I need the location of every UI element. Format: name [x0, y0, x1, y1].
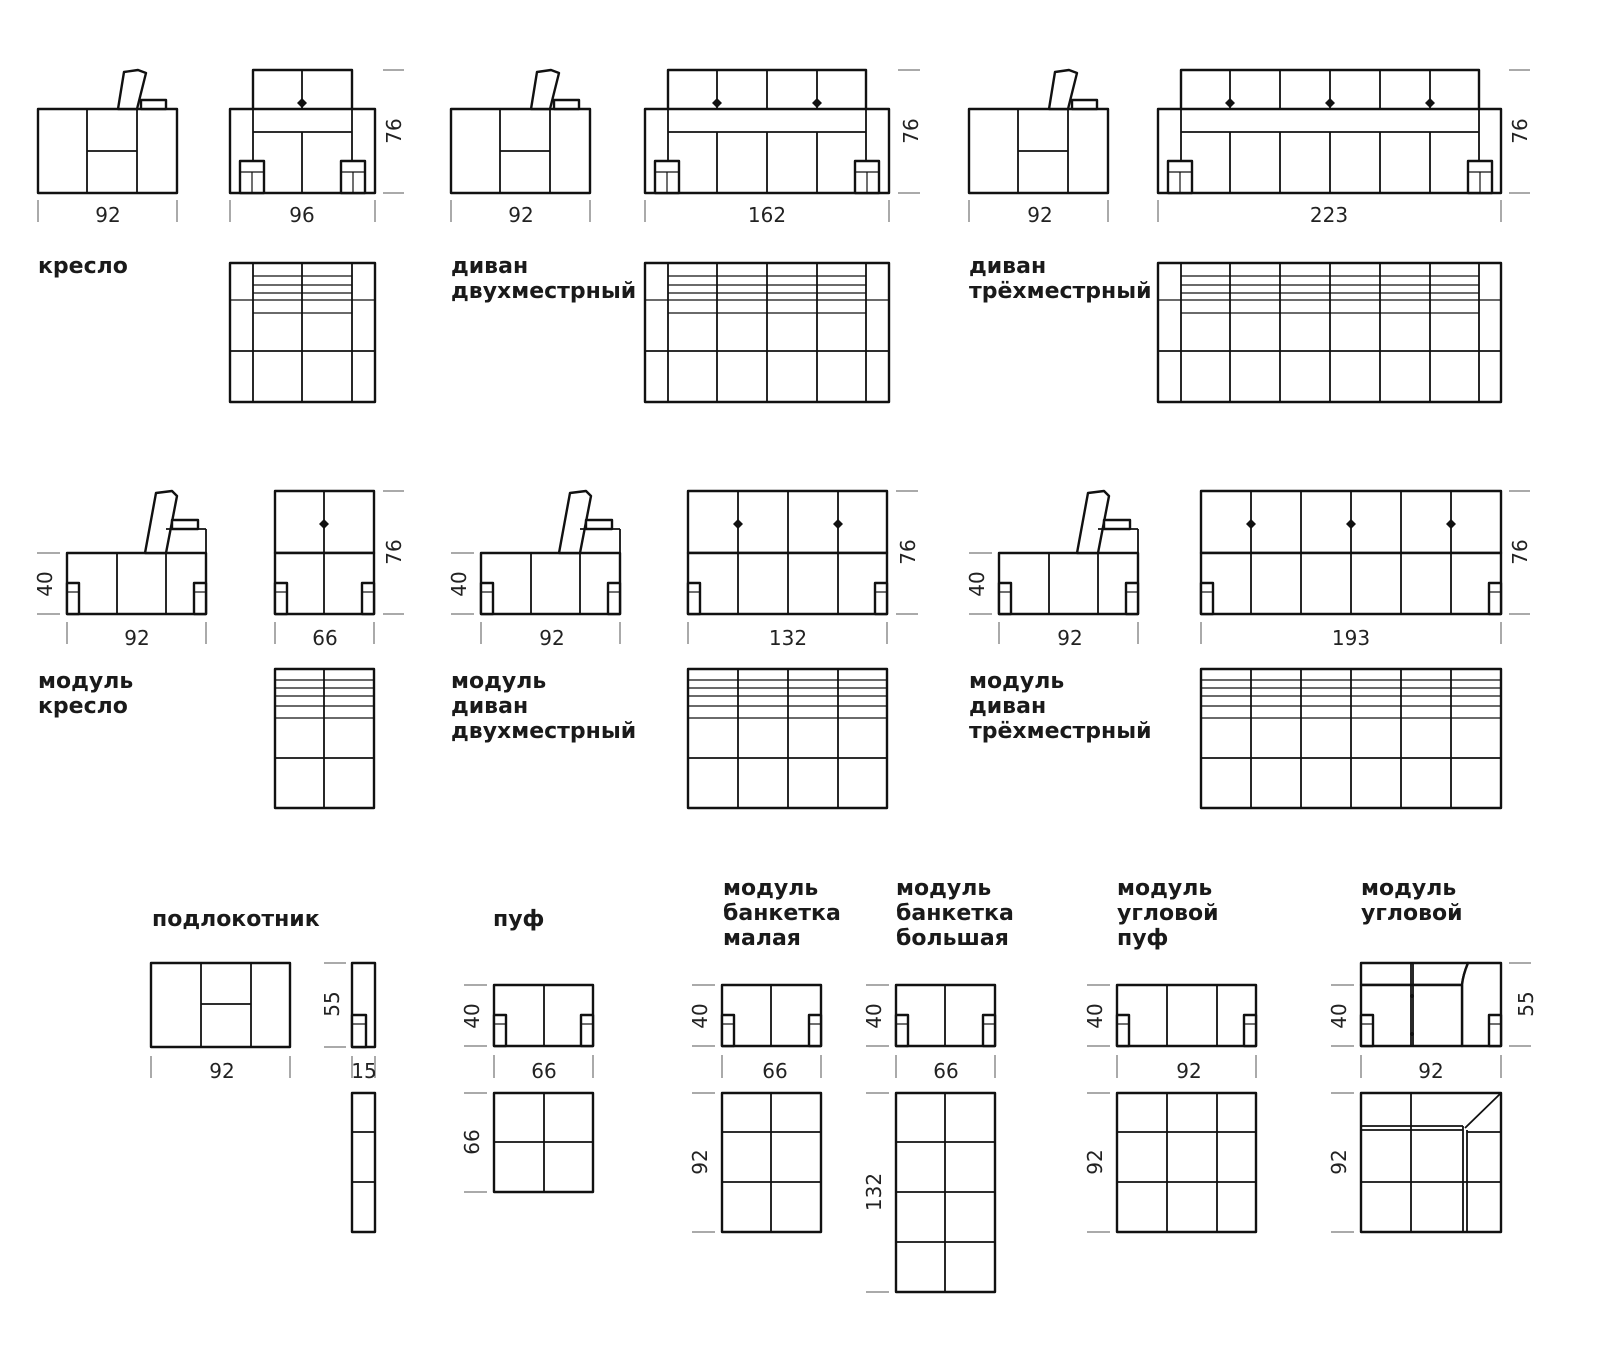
label-line: трёхместрный	[969, 719, 1152, 744]
sofa3-height-dimension	[1508, 70, 1532, 193]
sofa3-side-width-dimension	[969, 200, 1108, 227]
bench-small-front-view	[722, 985, 821, 1046]
label-line: двухместрный	[451, 719, 637, 744]
label-line: банкетка	[896, 901, 1014, 926]
module-armchair-side-view	[67, 491, 206, 614]
armchair-top-view	[230, 263, 375, 402]
armchair-front-width-dimension	[230, 200, 375, 227]
dimension-text: 66	[312, 626, 338, 650]
module-sofa2-front-width-dimension	[688, 622, 887, 650]
armrest-front-view	[352, 963, 375, 1047]
label-line: двухместрный	[451, 279, 637, 304]
module-sofa3-front-width-dimension	[1201, 622, 1501, 650]
dimension-text: 193	[1331, 626, 1371, 650]
dimension-text: 92	[124, 626, 150, 650]
module-sofa2-side-view	[481, 491, 620, 614]
label-line: модуль	[38, 669, 134, 694]
armrest-side-view	[151, 963, 290, 1047]
armchair-front-view	[230, 70, 375, 193]
label-line: модуль	[1361, 876, 1457, 901]
dimension-text: 132	[768, 626, 808, 650]
label-line: банкетка	[723, 901, 841, 926]
corner-pouf-front-view	[1117, 985, 1256, 1046]
dimension-text: 76	[382, 118, 406, 144]
dimension-text: 76	[1508, 118, 1532, 144]
dimension-text: 92	[1057, 626, 1083, 650]
bench-small-width-dimension	[722, 1055, 821, 1083]
label-line: модуль	[1117, 876, 1213, 901]
corner-top-view	[1361, 1093, 1501, 1232]
module-sofa2-height-dimension	[896, 491, 920, 614]
label-line: подлокотник	[152, 907, 320, 932]
armrest-height-dimension	[320, 963, 346, 1047]
pouf-depth-dimension	[460, 1093, 487, 1192]
dimension-text: 66	[531, 1059, 557, 1083]
module-sofa3-top-view	[1201, 669, 1501, 808]
corner-pouf-top-view	[1117, 1093, 1256, 1232]
dimension-text: 40	[1327, 1003, 1351, 1029]
dimension-text: 92	[1327, 1149, 1351, 1175]
pouf-top-view	[494, 1093, 593, 1192]
label-line: угловой	[1361, 901, 1463, 926]
sofa2-height-dimension	[898, 70, 923, 193]
sofa2-top-view	[645, 263, 889, 402]
module-sofa3-side-width-dimension	[999, 622, 1138, 650]
module-armchair-side-width-dimension	[67, 622, 206, 650]
armrest-width-dimension	[151, 1056, 290, 1083]
module-sofa3-side-view	[999, 491, 1138, 614]
label-line: пуф	[493, 907, 545, 932]
corner-width-dimension	[1361, 1055, 1501, 1083]
armrest-top-view	[352, 1093, 375, 1232]
module-armchair-seat-height-dimension	[33, 553, 60, 614]
label-line: кресло	[38, 694, 128, 719]
dimension-text: 92	[209, 1059, 235, 1083]
module-sofa3-seat-height-dimension	[965, 553, 992, 614]
dimension-text: 76	[899, 118, 923, 144]
corner-front-view	[1361, 963, 1501, 1046]
dimension-text: 40	[460, 1003, 484, 1029]
sofa2-front-width-dimension	[645, 200, 889, 227]
pouf-front-view	[494, 985, 593, 1046]
dimension-text: 92	[95, 203, 121, 227]
armchair-height-dimension	[382, 70, 406, 193]
corner-depth-dimension	[1327, 1093, 1354, 1232]
sofa2-side-width-dimension	[451, 200, 590, 227]
label-line: модуль	[969, 669, 1065, 694]
dimension-text: 55	[1514, 991, 1538, 1017]
bench-small-height-dimension	[688, 985, 715, 1046]
corner-pouf-depth-dimension	[1083, 1093, 1110, 1232]
bench-small-top-view	[722, 1093, 821, 1232]
sofa3-front-view	[1158, 70, 1501, 193]
bench-large-top-view	[896, 1093, 995, 1292]
armchair-side-width-dimension	[38, 200, 177, 227]
module-sofa2-top-view	[688, 669, 887, 808]
label-line: диван	[969, 694, 1047, 719]
sofa3-side-view	[969, 70, 1108, 193]
dimension-text: 92	[688, 1149, 712, 1175]
dimension-text: 223	[1309, 203, 1349, 227]
sofa3-top-view	[1158, 263, 1501, 402]
dimension-text: 66	[762, 1059, 788, 1083]
bench-large-height-dimension	[862, 985, 889, 1046]
dimension-text: 92	[508, 203, 534, 227]
module-sofa2-side-width-dimension	[481, 622, 620, 650]
dimension-text: 40	[1083, 1003, 1107, 1029]
label-line: модуль	[896, 876, 992, 901]
sofa2-front-view	[645, 70, 889, 193]
label-line: кресло	[38, 254, 128, 279]
module-armchair-front-view	[275, 491, 374, 614]
dimension-text: 40	[447, 571, 471, 597]
dimension-text: 76	[382, 539, 406, 565]
label-line: большая	[896, 926, 1009, 951]
dimension-text: 40	[862, 1003, 886, 1029]
module-armchair-height-dimension	[382, 491, 406, 614]
dimension-text: 92	[1027, 203, 1053, 227]
dimension-text: 92	[1418, 1059, 1444, 1083]
corner-seat-height-dimension	[1327, 985, 1354, 1046]
dimension-text: 92	[1083, 1149, 1107, 1175]
sofa3-front-width-dimension	[1158, 200, 1501, 227]
armrest-depth-dimension	[351, 1056, 376, 1083]
dimension-text: 15	[351, 1059, 377, 1083]
dimension-text: 96	[289, 203, 315, 227]
dimension-text: 76	[1508, 539, 1532, 565]
label-line: малая	[723, 926, 801, 951]
label-line: трёхместрный	[969, 279, 1152, 304]
pouf-width-dimension	[494, 1055, 593, 1083]
dimension-text: 40	[688, 1003, 712, 1029]
label-line: модуль	[723, 876, 819, 901]
dimension-text: 55	[320, 991, 344, 1017]
module-sofa3-height-dimension	[1508, 491, 1532, 614]
sofa2-side-view	[451, 70, 590, 193]
pouf-height-dimension	[460, 985, 487, 1046]
dimension-text: 92	[539, 626, 565, 650]
label-line: диван	[451, 694, 529, 719]
dimension-text: 92	[1176, 1059, 1202, 1083]
module-sofa3-front-view	[1201, 491, 1501, 614]
label-line: угловой	[1117, 901, 1219, 926]
module-sofa2-seat-height-dimension	[447, 553, 474, 614]
label-line: пуф	[1117, 926, 1169, 951]
module-sofa2-front-view	[688, 491, 887, 614]
module-armchair-top-view	[275, 669, 374, 808]
corner-pouf-width-dimension	[1117, 1055, 1256, 1083]
dimension-text: 40	[965, 571, 989, 597]
bench-large-width-dimension	[896, 1055, 995, 1083]
dimension-text: 66	[933, 1059, 959, 1083]
dimension-text: 40	[33, 571, 57, 597]
dimension-text: 162	[747, 203, 787, 227]
bench-large-depth-dimension	[862, 1093, 889, 1292]
module-armchair-front-width-dimension	[275, 622, 374, 650]
dimension-text: 66	[460, 1129, 484, 1155]
label-line: модуль	[451, 669, 547, 694]
label-line: диван	[969, 254, 1047, 279]
corner-pouf-height-dimension	[1083, 985, 1110, 1046]
bench-small-depth-dimension	[688, 1093, 715, 1232]
label-line: диван	[451, 254, 529, 279]
dimension-text: 132	[862, 1172, 886, 1212]
bench-large-front-view	[896, 985, 995, 1046]
armchair-side-view	[38, 70, 177, 193]
dimension-text: 76	[896, 539, 920, 565]
corner-back-height-dimension	[1509, 963, 1538, 1046]
